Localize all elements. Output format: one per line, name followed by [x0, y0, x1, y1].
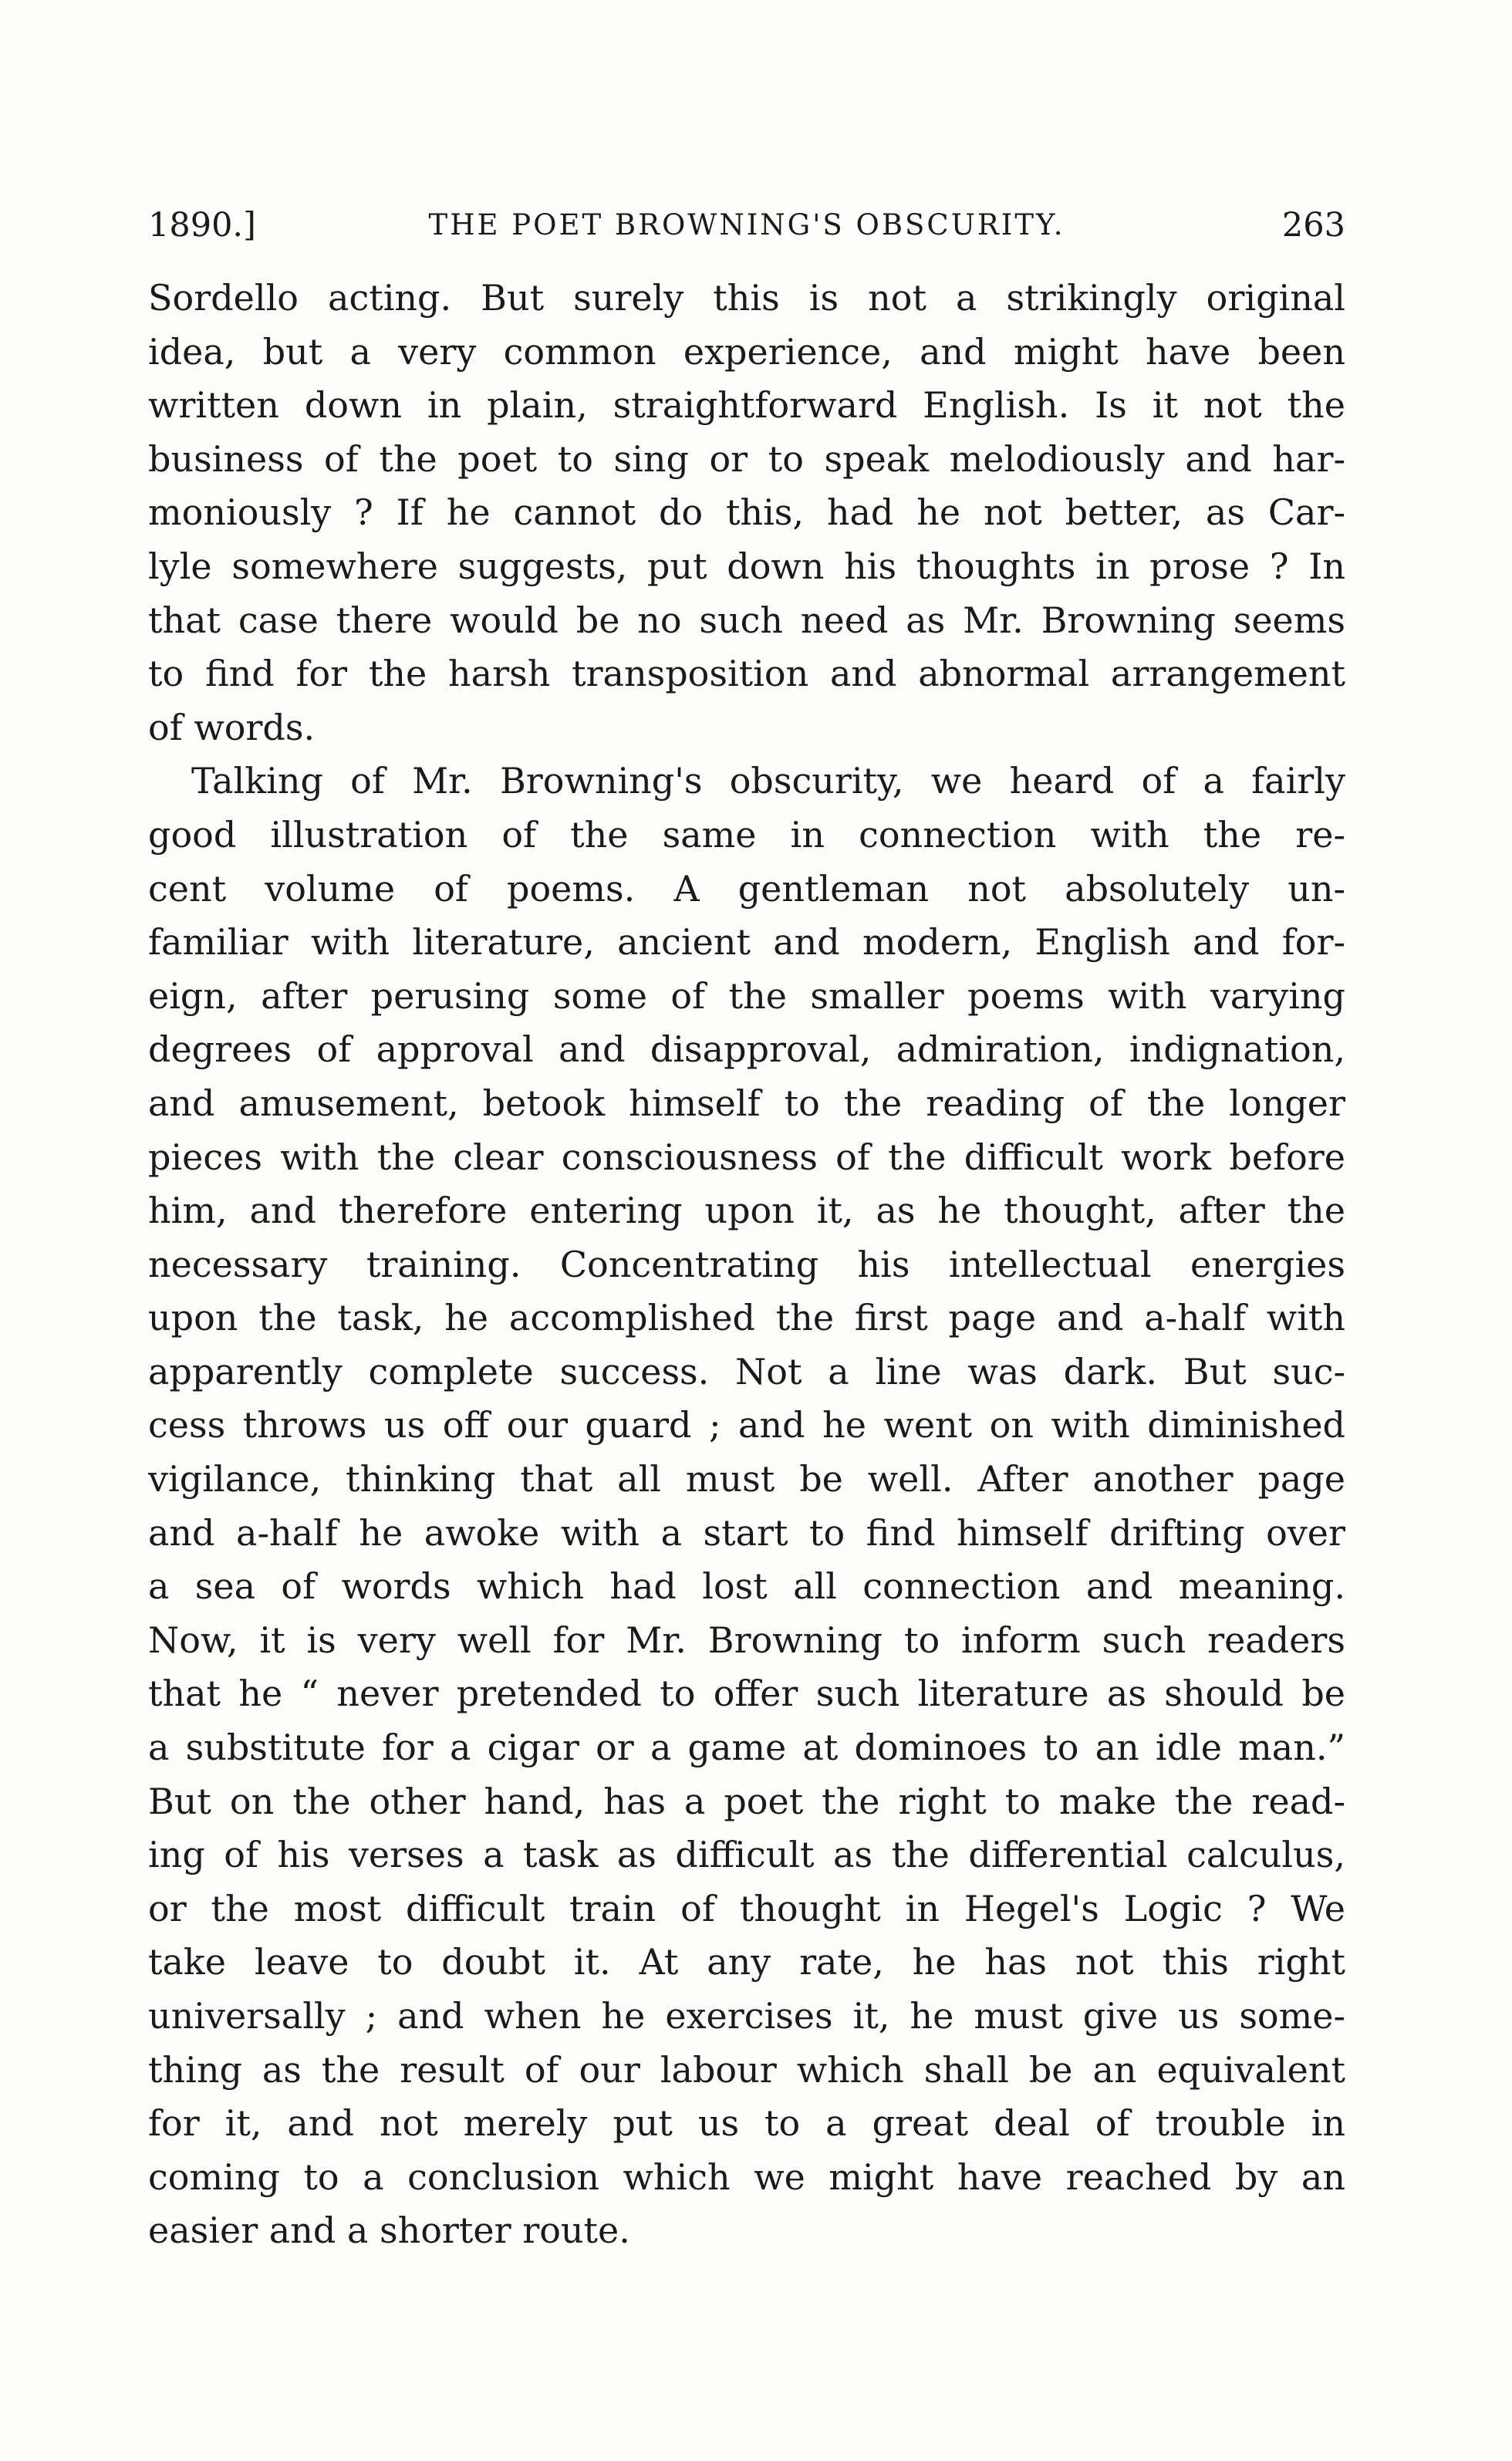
- text-line: vigilance, thinking that all must be well. After another page: [148, 1458, 1345, 1501]
- text-line: upon the task, he accomplished the first page and a-half with: [148, 1297, 1345, 1339]
- text-line: moniously ? If he cannot do this, had he not better, as Car-: [148, 491, 1345, 534]
- text-line: take leave to doubt it. At any rate, he has not this right: [148, 1941, 1345, 1983]
- text-line: apparently complete success. Not a line was dark. But suc-: [148, 1350, 1345, 1393]
- text-line: or the most difficult train of thought in Hegel's Logic ? We: [148, 1887, 1345, 1929]
- text-line: and a-half he awoke with a start to find himself drifting over: [148, 1511, 1345, 1554]
- text-line: eign, after perusing some of the smaller poems with varying: [148, 974, 1345, 1017]
- paragraph: [148, 755, 1345, 2258]
- text-line: cess throws us off our guard ; and he went on with diminished: [148, 1404, 1345, 1447]
- text-line: Now, it is very well for Mr. Browning to inform such readers: [148, 1619, 1345, 1661]
- text-line: pieces with the clear consciousness of the difficult work before: [148, 1136, 1345, 1178]
- text-line: him, and therefore entering upon it, as he thought, after the: [148, 1190, 1345, 1232]
- text-line: lyle somewhere suggests, put down his thoughts in prose ? In: [148, 545, 1345, 587]
- text-line: a sea of words which had lost all connection and meaning.: [148, 1565, 1345, 1608]
- text-line: easier and a shorter route.: [148, 2209, 630, 2252]
- text-line: for it, and not merely put us to a great deal of trouble in: [148, 2102, 1345, 2145]
- text-line: written down in plain, straightforward English. Is it not the: [148, 384, 1345, 427]
- text-line: But on the other hand, has a poet the right to make the read-: [148, 1780, 1345, 1822]
- body-text: [148, 272, 1345, 2258]
- text-line: ing of his verses a task as difficult as the differential calculus,: [148, 1834, 1345, 1876]
- text-line: familiar with literature, ancient and modern, English and for-: [148, 921, 1345, 964]
- page-number: 263: [1281, 206, 1345, 245]
- text-line: Sordello acting. But surely this is not a strikingly original: [148, 277, 1345, 319]
- text-line: that case there would be no such need as Mr. Browning seems: [148, 599, 1345, 641]
- text-line: and amusement, betook himself to the reading of the longer: [148, 1082, 1345, 1124]
- text-line: idea, but a very common experience, and might have been: [148, 330, 1345, 373]
- text-line: degrees of approval and disapproval, admiration, indignation,: [148, 1028, 1345, 1071]
- text-line: business of the poet to sing or to speak melodiously and har-: [148, 437, 1345, 480]
- text-line: to find for the harsh transposition and abnormal arrangement: [148, 653, 1345, 695]
- text-line: of words.: [148, 706, 316, 748]
- text-line: that he “ never pretended to offer such literature as should be: [148, 1673, 1345, 1715]
- text-line: a substitute for a cigar or a game at dominoes to an idle man.”: [148, 1727, 1345, 1769]
- paragraph: [148, 272, 1345, 755]
- text-line: good illustration of the same in connection with the re-: [148, 813, 1345, 856]
- running-head-title: THE POET BROWNING'S OBSCURITY.: [428, 208, 1065, 241]
- text-line: coming to a conclusion which we might have reached by an: [148, 2155, 1345, 2198]
- text-line: universally ; and when he exercises it, he must give us some-: [148, 1995, 1345, 2037]
- running-head-year: 1890.]: [148, 206, 256, 245]
- text-line: necessary training. Concentrating his intellectual energies: [148, 1243, 1345, 1285]
- text-line: thing as the result of our labour which shall be an equivalent: [148, 2048, 1345, 2091]
- text-line: cent volume of poems. A gentleman not absolutely un-: [148, 867, 1345, 910]
- running-head: [148, 202, 1345, 248]
- text-line: Talking of Mr. Browning's obscurity, we heard of a fairly: [191, 760, 1345, 802]
